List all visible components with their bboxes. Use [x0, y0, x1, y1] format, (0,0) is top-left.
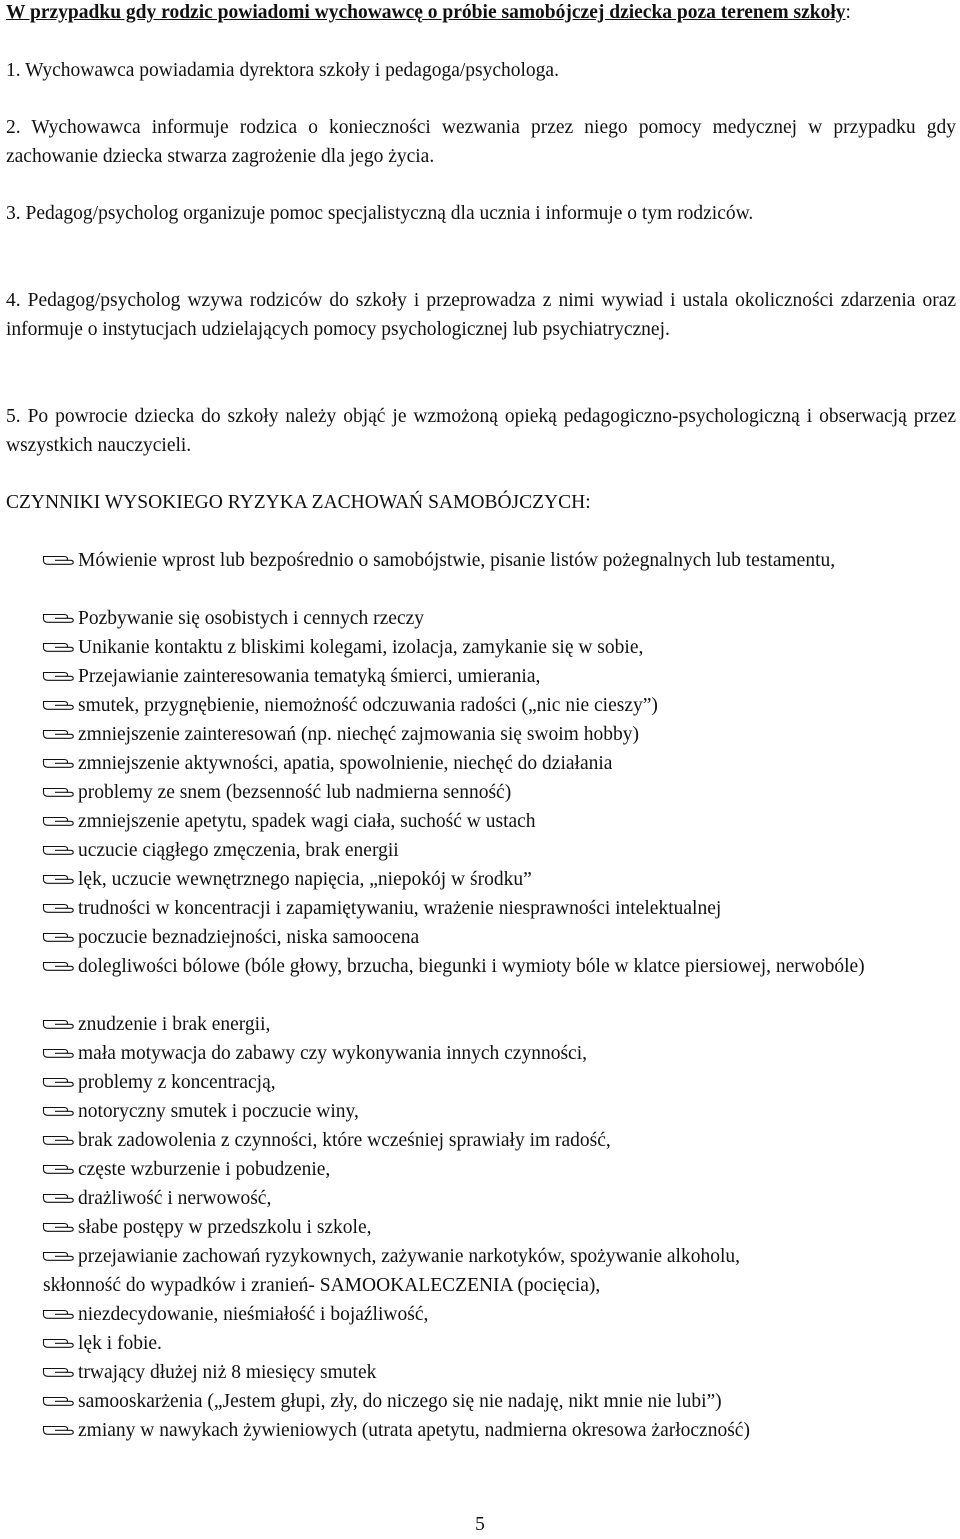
pointing-hand-icon — [42, 785, 75, 799]
risk-factor-label: zmniejszenie apetytu, spadek wagi ciała, suchość w ustach — [78, 811, 536, 832]
pointing-hand-icon — [42, 1104, 75, 1118]
risk-factor-label: uczucie ciągłego zmęczenia, brak energii — [78, 840, 399, 861]
intro-heading-bold: W przypadku gdy rodzic powiadomi wychowawcę o próbie samobójczej dziecka poza terenem szkoły — [6, 2, 846, 23]
pointing-hand-icon — [42, 901, 75, 915]
risk-factor-label: trudności w koncentracji i zapamiętywaniu, wrażenie niesprawności intelektualnej — [78, 898, 722, 919]
pointing-hand-icon — [42, 843, 75, 857]
risk-factor-label: przejawianie zachowań ryzykownych, zażywanie narkotyków, spożywanie alkoholu, — [78, 1246, 741, 1267]
risk-factor-label: notoryczny smutek i poczucie winy, — [78, 1101, 359, 1122]
risk-factor-label: lęk, uczucie wewnętrznego napięcia, „niepokój w środku” — [78, 869, 532, 890]
risk-factor-label: dolegliwości bólowe (bóle głowy, brzucha, biegunki i wymioty bóle w klatce piersiowej, nerwobóle) — [78, 956, 865, 977]
intro-step-3: 3. Pedagog/psycholog organizuje pomoc specjalistyczną dla ucznia i informuje o tym rodziców. — [6, 203, 754, 224]
pointing-hand-icon — [42, 1046, 75, 1060]
pointing-hand-icon — [42, 756, 75, 770]
risk-factor-label: Mówienie wprost lub bezpośrednio o samobójstwie, pisanie listów pożegnalnych lub testamentu, — [78, 550, 836, 571]
pointing-hand-icon — [42, 1423, 75, 1437]
pointing-hand-icon — [42, 640, 75, 654]
risk-factor-label: niezdecydowanie, nieśmiałość i bojaźliwość, — [78, 1304, 429, 1325]
pointing-hand-icon — [42, 1017, 75, 1031]
risk-factor-label: zmniejszenie zainteresowań (np. niechęć zajmowania się swoim hobby) — [78, 724, 639, 745]
intro-step-4: 4. Pedagog/psycholog wzywa rodziców do szkoły i przeprowadza z nimi wywiad i ustala okoliczności zdarzenia oraz informuje o instytucjach udzielających pomocy psychologicznej lub psychiatrycznej. — [6, 290, 956, 340]
pointing-hand-icon — [42, 1365, 75, 1379]
pointing-hand-icon — [42, 1191, 75, 1205]
pointing-hand-icon — [42, 698, 75, 712]
risk-factor-label: znudzenie i brak energii, — [78, 1014, 271, 1035]
pointing-hand-icon — [42, 872, 75, 886]
pointing-hand-icon — [42, 1336, 75, 1350]
intro-heading-tail: : — [845, 2, 851, 23]
intro-step-5: 5. Po powrocie dziecka do szkoły należy objąć je wzmożoną opieką pedagogiczno-psychologiczną i obserwacją przez wszystkich nauczycieli. — [6, 406, 956, 456]
pointing-hand-icon — [42, 1249, 75, 1263]
pointing-hand-icon — [42, 959, 75, 973]
intro-step-1: 1. Wychowawca powiadamia dyrektora szkoły i pedagoga/psychologa. — [6, 60, 559, 81]
pointing-hand-icon — [42, 611, 75, 625]
risk-factor-label: problemy z koncentracją, — [78, 1072, 276, 1093]
pointing-hand-icon — [42, 727, 75, 741]
pointing-hand-icon — [42, 553, 75, 567]
risk-factor-label: problemy ze snem (bezsenność lub nadmierna senność) — [78, 782, 512, 803]
risk-factor-label: smutek, przygnębienie, niemożność odczuwania radości („nic nie cieszy”) — [78, 695, 658, 716]
pointing-hand-icon — [42, 1220, 75, 1234]
risk-factor-label: Pozbywanie się osobistych i cennych rzeczy — [78, 608, 425, 629]
risk-factor-label: brak zadowolenia z czynności, które wcześniej sprawiały im radość, — [78, 1130, 611, 1151]
risk-factor-label: mała motywacja do zabawy czy wykonywania innych czynności, — [78, 1043, 587, 1064]
page-number: 5 — [475, 1514, 485, 1535]
risk-factor-label: drażliwość i nerwowość, — [78, 1188, 272, 1209]
intro-heading — [6, 0, 956, 27]
risk-factor-label: lęk i fobie. — [78, 1333, 162, 1354]
risk-continuation-line: skłonność do wypadków i zranień- SAMOOKALECZENIA (pocięcia), — [43, 1275, 601, 1296]
risk-factor-label: trwający dłużej niż 8 miesięcy smutek — [78, 1362, 377, 1383]
risk-factor-label: zmiany w nawykach żywieniowych (utrata apetytu, nadmierna okresowa żarłoczność) — [78, 1420, 750, 1441]
risk-factor-label: Przejawianie zainteresowania tematyką śmierci, umierania, — [78, 666, 541, 687]
pointing-hand-icon — [42, 669, 75, 683]
pointing-hand-icon — [42, 1307, 75, 1321]
risk-section-title: CZYNNIKI WYSOKIEGO RYZYKA ZACHOWAŃ SAMOBÓJCZYCH: — [6, 492, 591, 513]
risk-factor-label: samooskarżenia („Jestem głupi, zły, do niczego się nie nadaję, nikt mnie nie lubi”) — [78, 1391, 722, 1412]
risk-factor-label: słabe postępy w przedszkolu i szkole, — [78, 1217, 372, 1238]
pointing-hand-icon — [42, 1394, 75, 1408]
risk-factor-label: częste wzburzenie i pobudzenie, — [78, 1159, 331, 1180]
risk-factor-label: zmniejszenie aktywności, apatia, spowolnienie, niechęć do działania — [78, 753, 613, 774]
pointing-hand-icon — [42, 1133, 75, 1147]
pointing-hand-icon — [42, 1162, 75, 1176]
intro-step-2: 2. Wychowawca informuje rodzica o konieczności wezwania przez niego pomocy medycznej w przypadku gdy zachowanie dziecka stwarza zagrożenie dla jego życia. — [6, 117, 956, 167]
pointing-hand-icon — [42, 930, 75, 944]
pointing-hand-icon — [42, 814, 75, 828]
risk-factor-label: Unikanie kontaktu z bliskimi kolegami, izolacja, zamykanie się w sobie, — [78, 637, 644, 658]
risk-factor-label: poczucie beznadziejności, niska samoocena — [78, 927, 420, 948]
pointing-hand-icon — [42, 1075, 75, 1089]
